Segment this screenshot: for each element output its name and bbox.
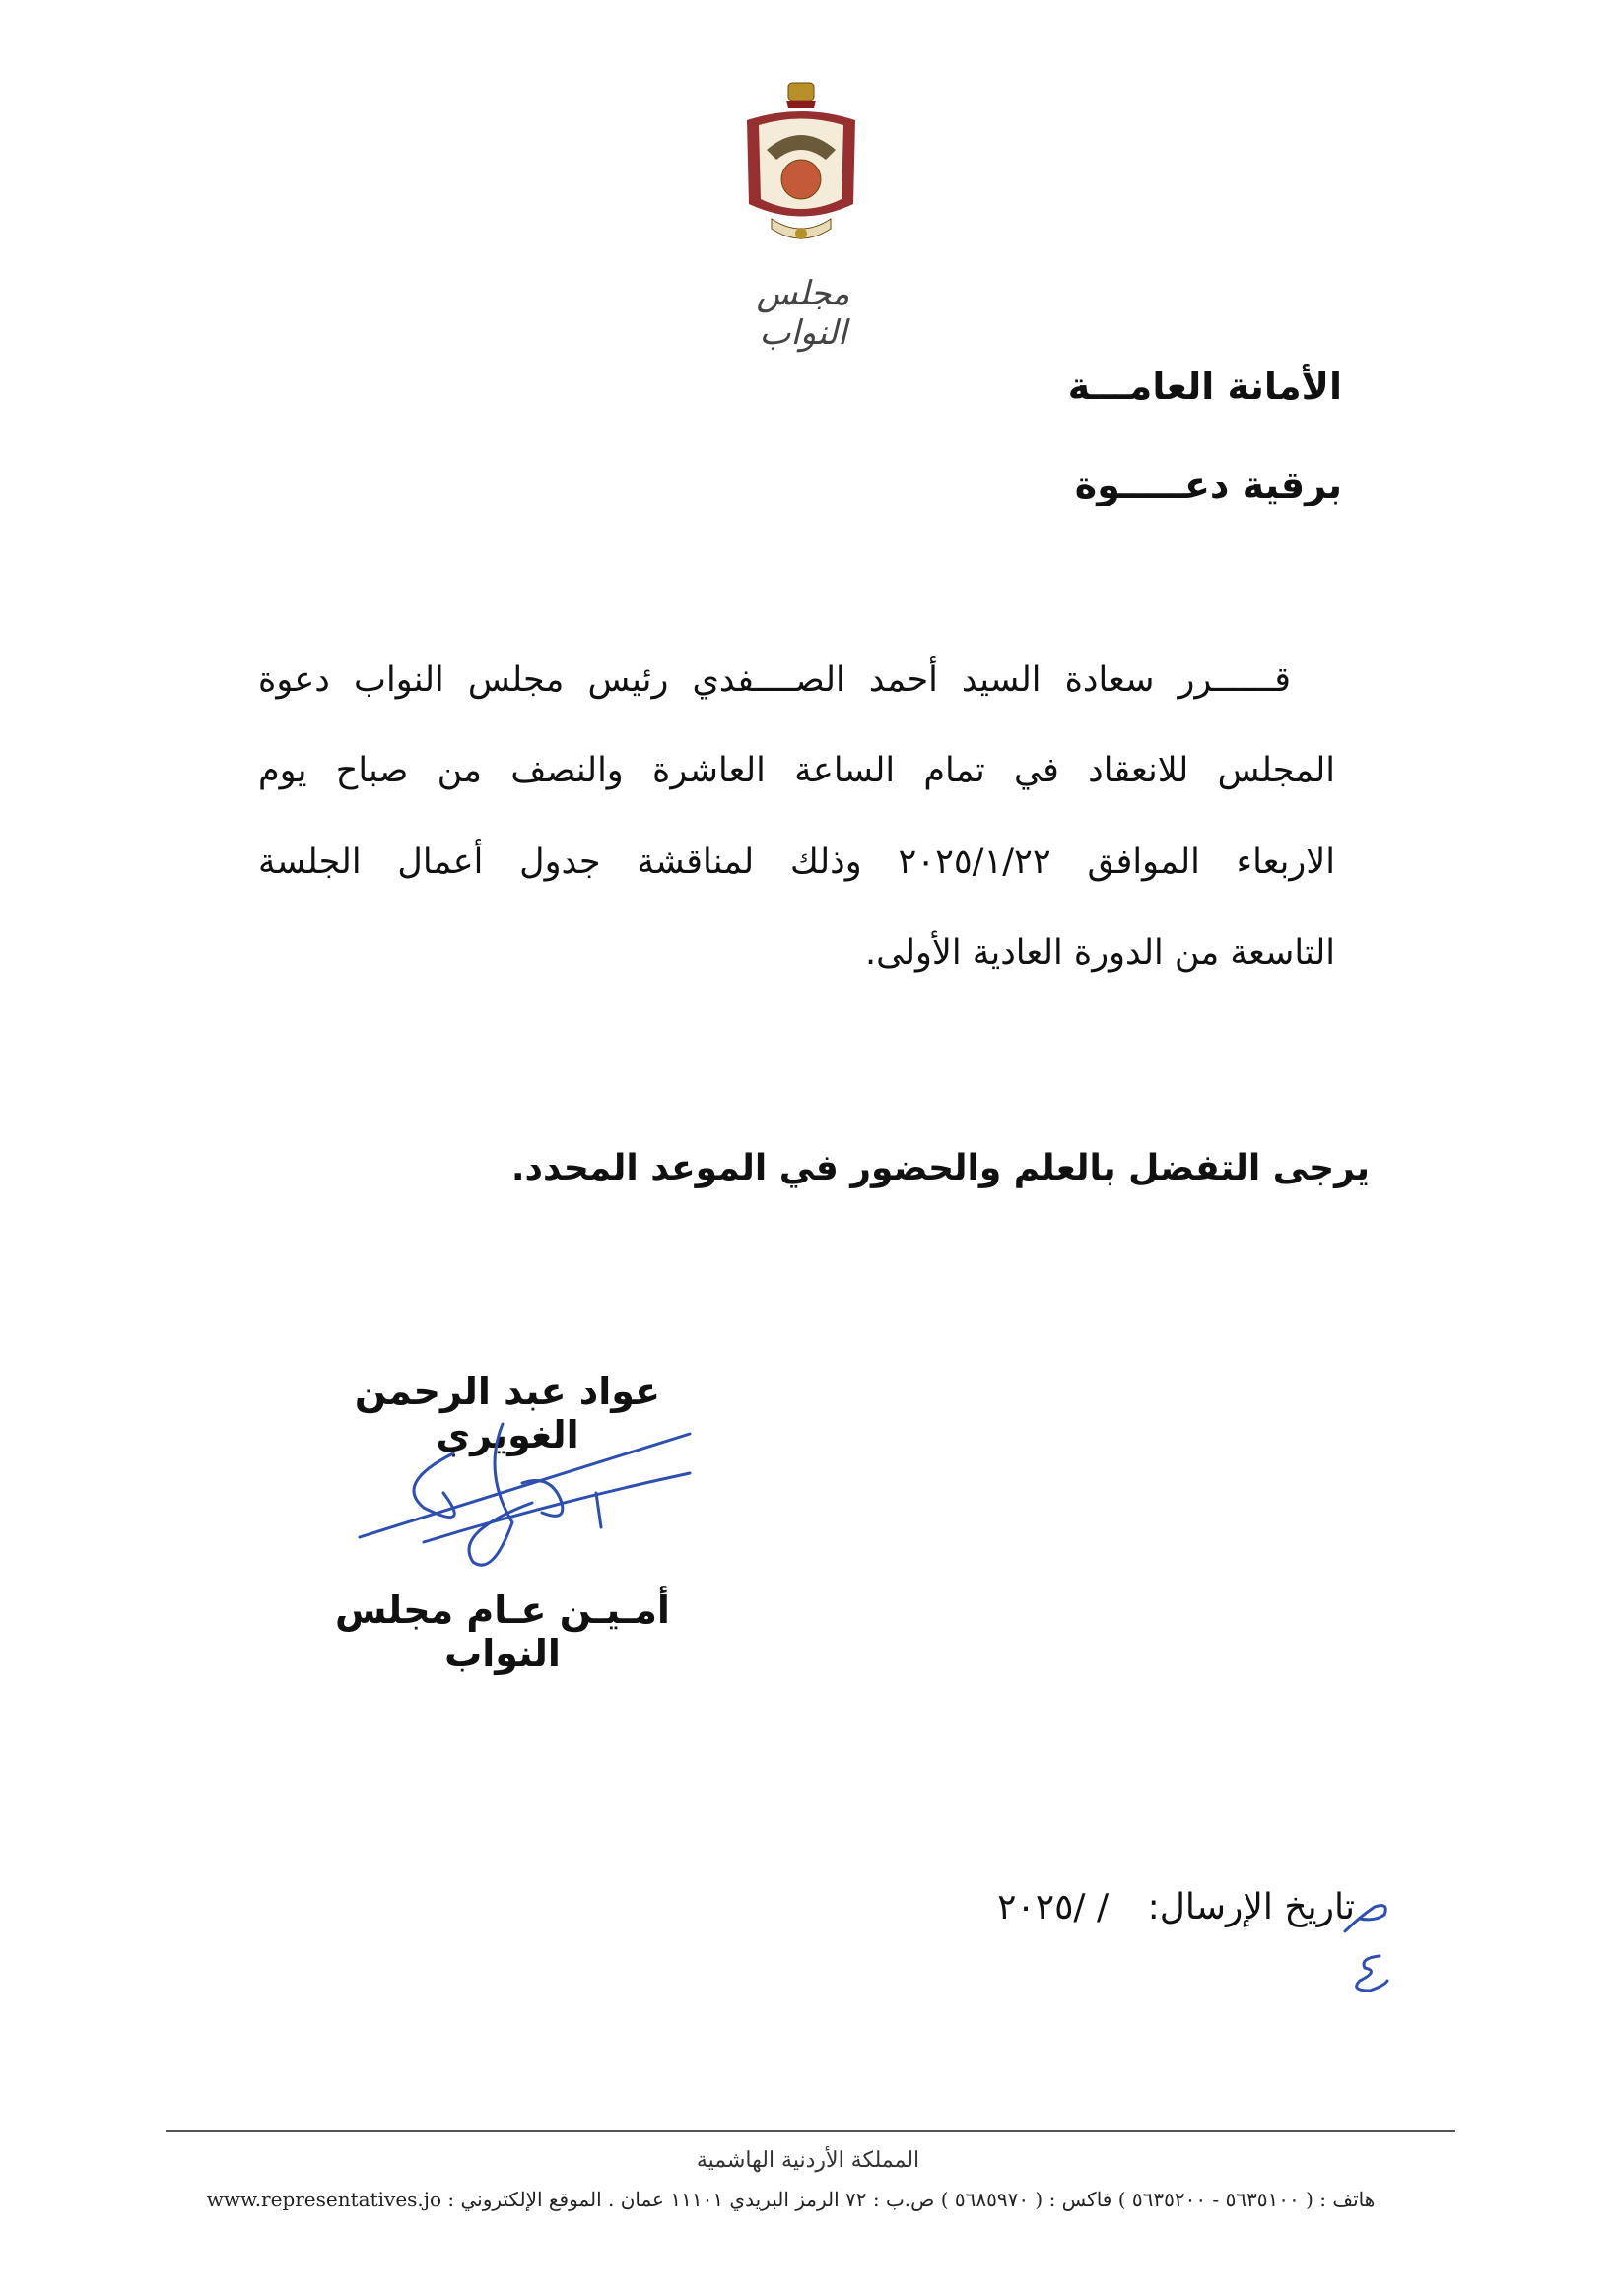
subject-heading: برقية دعـــــوة (1074, 463, 1342, 506)
handwritten-signature (355, 1414, 709, 1582)
send-date-value: / /٢٠٢٥ (997, 1887, 1110, 1927)
department-heading: الأمانة العامـــة (1067, 365, 1342, 408)
signer-title: أمـيـن عـام مجلس النواب (335, 1588, 670, 1675)
jordan-coat-of-arms-icon (737, 81, 865, 253)
attendance-request: يرجى التفضل بالعلم والحضور في الموعد المحدد. (510, 1148, 1370, 1188)
body-line: التاسعة من الدورة العادية الأولى. (865, 933, 1335, 973)
footer-divider (166, 2130, 1455, 2132)
signer-name: عواد عبد الرحمن الغويري (354, 1370, 661, 1456)
council-logo-text: مجلس النواب (756, 274, 850, 353)
body-line: المجلس للانعقاد في تمام الساعة العاشرة والنصف من صباح يوم (258, 751, 1335, 790)
handwritten-initials (1340, 1887, 1399, 1995)
footer-contact-info: هاتف : ( ٥٦٣٥١٠٠ - ٥٦٣٥٢٠٠ ) فاكس : ( ٥٦٨٥٩٧٠ ) ص.ب : ٧٢ الرمز البريدي ١١١٠١ عمان . الموقع الإلكتروني : www.representatives.jo (206, 2188, 1376, 2211)
send-date (997, 1887, 1355, 1927)
send-date-label: تاريخ الإرسال: (1147, 1887, 1355, 1927)
footer-kingdom-text: المملكة الأردنية الهاشمية (696, 2148, 920, 2173)
body-line: قــــــرر سعادة السيد أحمد الصــــفدي رئيس مجلس النواب دعوة (258, 660, 1291, 700)
body-line: الاربعاء الموافق ٢٠٢٥/١/٢٢ وذلك لمناقشة جدول أعمال الجلسة (258, 843, 1335, 882)
